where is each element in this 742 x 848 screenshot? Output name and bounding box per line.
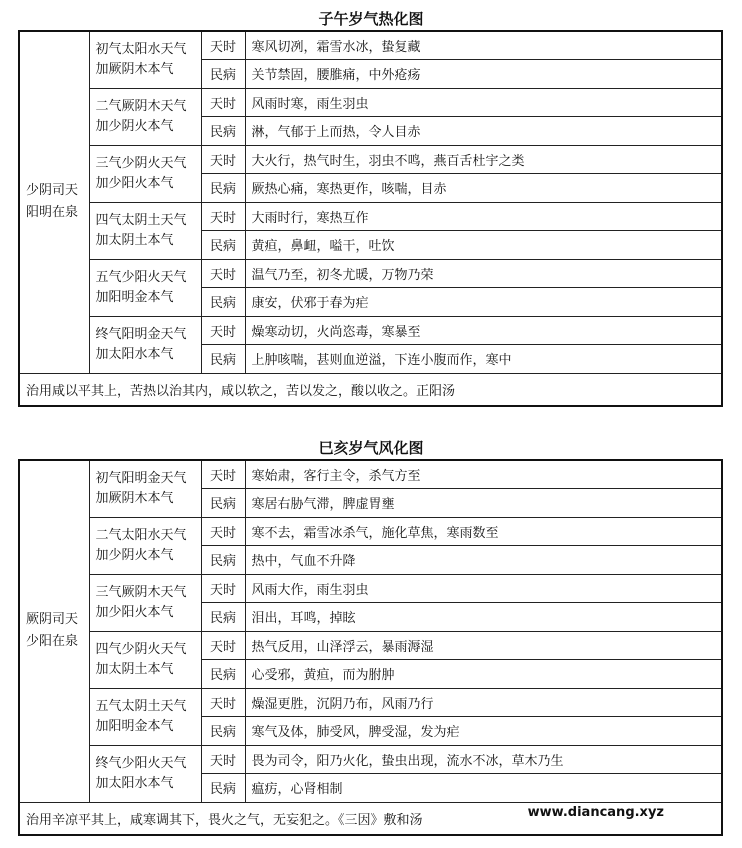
minbing-text: 寒气及体，肺受风，脾受湿，发为疟: [245, 717, 722, 746]
qi-label: [89, 574, 201, 631]
tianshi-text: 热气反用，山泽浮云，暴雨溽湿: [245, 631, 722, 660]
qi-label: [89, 460, 201, 517]
qi-label-line: 四气少阴火天气: [95, 641, 187, 657]
minbing-label: 民病: [201, 660, 245, 689]
qi-label: [89, 316, 201, 373]
minbing-label: 民病: [201, 231, 245, 260]
qi-label-line: 初气太阳水天气: [95, 41, 187, 57]
qi-label-line: 终气阳明金天气: [95, 326, 187, 342]
side-label: [19, 31, 89, 373]
minbing-text: 泪出，耳鸣，掉眩: [245, 603, 722, 632]
table-row: [19, 316, 722, 345]
qi-label-line: 加阳明金本气: [95, 718, 174, 734]
watermark: www.diancang.xyz: [527, 805, 664, 820]
qi-label-line: 加少阳火本气: [95, 175, 174, 191]
minbing-label: 民病: [201, 774, 245, 803]
minbing-text: 关节禁固，腰脽痛，中外疮疡: [245, 60, 722, 89]
table-row: [19, 574, 722, 603]
qi-label-line: 加太阳水本气: [95, 346, 174, 362]
qi-label-line: 五气太阴土天气: [95, 698, 187, 714]
qi-label-line: 二气太阳水天气: [95, 527, 187, 543]
tianshi-text: 风雨大作，雨生羽虫: [245, 574, 722, 603]
qi-label-line: 加厥阴木本气: [95, 490, 174, 506]
qi-label-line: 加少阴火本气: [95, 547, 174, 563]
table-row: [19, 259, 722, 288]
qi-label-line: 加少阳火本气: [95, 604, 174, 620]
table-row: [19, 745, 722, 774]
qi-label: [89, 631, 201, 688]
qi-label: [89, 88, 201, 145]
minbing-text: 心受邪，黄疸，而为胕肿: [245, 660, 722, 689]
table-row: [19, 202, 722, 231]
minbing-text: 厥热心痛，寒热更作，咳喘，目赤: [245, 174, 722, 203]
minbing-label: 民病: [201, 174, 245, 203]
qi-label-line: 加阳明金本气: [95, 289, 174, 305]
qi-label: [89, 517, 201, 574]
tianshi-label: 天时: [201, 202, 245, 231]
qi-label-line: 三气少阴火天气: [95, 155, 187, 171]
minbing-label: 民病: [201, 345, 245, 374]
qi-chart-1: [18, 30, 723, 407]
tianshi-label: 天时: [201, 688, 245, 717]
table-row: [19, 88, 722, 117]
qi-label-line: 初气阳明金天气: [95, 470, 187, 486]
tianshi-label: 天时: [201, 259, 245, 288]
tianshi-text: 大雨时行，寒热互作: [245, 202, 722, 231]
qi-label: [89, 145, 201, 202]
qi-label: [89, 202, 201, 259]
minbing-label: 民病: [201, 117, 245, 146]
table-row: [19, 517, 722, 546]
side-label-line: 少阳在泉: [26, 634, 79, 650]
tianshi-text: 畏为司令，阳乃火化，蛰虫出现，流水不冰，草木乃生: [245, 745, 722, 774]
minbing-label: 民病: [201, 60, 245, 89]
qi-label-line: 加太阳水本气: [95, 775, 174, 791]
minbing-text: 寒居右胁气滞，脾虚胃壅: [245, 489, 722, 518]
minbing-text: 淋，气郁于上而热，令人目赤: [245, 117, 722, 146]
tianshi-text: 寒不去，霜雪冰杀气，施化草焦，寒雨数至: [245, 517, 722, 546]
tianshi-label: 天时: [201, 631, 245, 660]
tianshi-text: 风雨时寒，雨生羽虫: [245, 88, 722, 117]
side-label-line: 少阴司天: [26, 183, 79, 199]
tianshi-text: 燥湿更胜，沉阴乃布，风雨乃行: [245, 688, 722, 717]
table-row: [19, 460, 722, 489]
table-row: [19, 145, 722, 174]
treatment-text: 治用咸以平其上，苦热以治其内，咸以软之，苦以发之，酸以收之。正阳汤: [19, 373, 722, 406]
minbing-text: 黄疸，鼻衄，嗌干，吐饮: [245, 231, 722, 260]
qi-label-line: 加少阴火本气: [95, 118, 174, 134]
tianshi-text: 燥寒动切，火尚恣毒，寒暴至: [245, 316, 722, 345]
qi-label: [89, 688, 201, 745]
tianshi-label: 天时: [201, 31, 245, 60]
table-title-2: 巳亥岁气风化图: [318, 439, 424, 457]
minbing-label: 民病: [201, 603, 245, 632]
qi-label-line: 五气少阳火天气: [95, 269, 187, 285]
tianshi-label: 天时: [201, 574, 245, 603]
qi-label-line: 加太阴土本气: [95, 232, 174, 248]
qi-label: [89, 259, 201, 316]
tianshi-label: 天时: [201, 316, 245, 345]
qi-label-line: 加太阴土本气: [95, 661, 174, 677]
qi-label-line: 四气太阴土天气: [95, 212, 187, 228]
tianshi-label: 天时: [201, 460, 245, 489]
qi-label-line: 加厥阴木本气: [95, 61, 174, 77]
minbing-label: 民病: [201, 546, 245, 575]
minbing-label: 民病: [201, 288, 245, 317]
tianshi-label: 天时: [201, 145, 245, 174]
treatment-text: 治用辛凉平其上，咸寒调其下，畏火之气，无妄犯之。《三因》敷和汤: [19, 802, 722, 835]
tianshi-text: 大火行，热气时生，羽虫不鸣，燕百舌杜宇之类: [245, 145, 722, 174]
table-row: [19, 688, 722, 717]
qi-label-line: 二气厥阴木天气: [95, 98, 187, 114]
minbing-text: 热中，气血不升降: [245, 546, 722, 575]
qi-label: [89, 31, 201, 88]
qi-label-line: 终气少阳火天气: [95, 755, 187, 771]
minbing-text: 康安，伏邪于春为疟: [245, 288, 722, 317]
minbing-text: 瘟疠，心肾相制: [245, 774, 722, 803]
minbing-text: 上肿咳喘，甚则血逆溢，下连小腹而作，寒中: [245, 345, 722, 374]
tianshi-label: 天时: [201, 745, 245, 774]
table-row: [19, 31, 722, 60]
treatment-row: [19, 373, 722, 406]
minbing-label: 民病: [201, 489, 245, 518]
tianshi-label: 天时: [201, 517, 245, 546]
qi-label-line: 三气厥阴木天气: [95, 584, 187, 600]
table-title-1: 子午岁气热化图: [318, 10, 424, 28]
tianshi-text: 温气乃至，初冬尤暖，万物乃荣: [245, 259, 722, 288]
tianshi-label: 天时: [201, 88, 245, 117]
tianshi-text: 寒始肃，客行主令，杀气方至: [245, 460, 722, 489]
minbing-label: 民病: [201, 717, 245, 746]
qi-chart-2: [18, 459, 723, 836]
side-label-line: 厥阴司天: [26, 612, 79, 628]
table-row: [19, 631, 722, 660]
side-label: [19, 460, 89, 802]
tianshi-text: 寒风切冽，霜雪水冰，蛰复藏: [245, 31, 722, 60]
side-label-line: 阳明在泉: [26, 205, 79, 221]
qi-label: [89, 745, 201, 802]
